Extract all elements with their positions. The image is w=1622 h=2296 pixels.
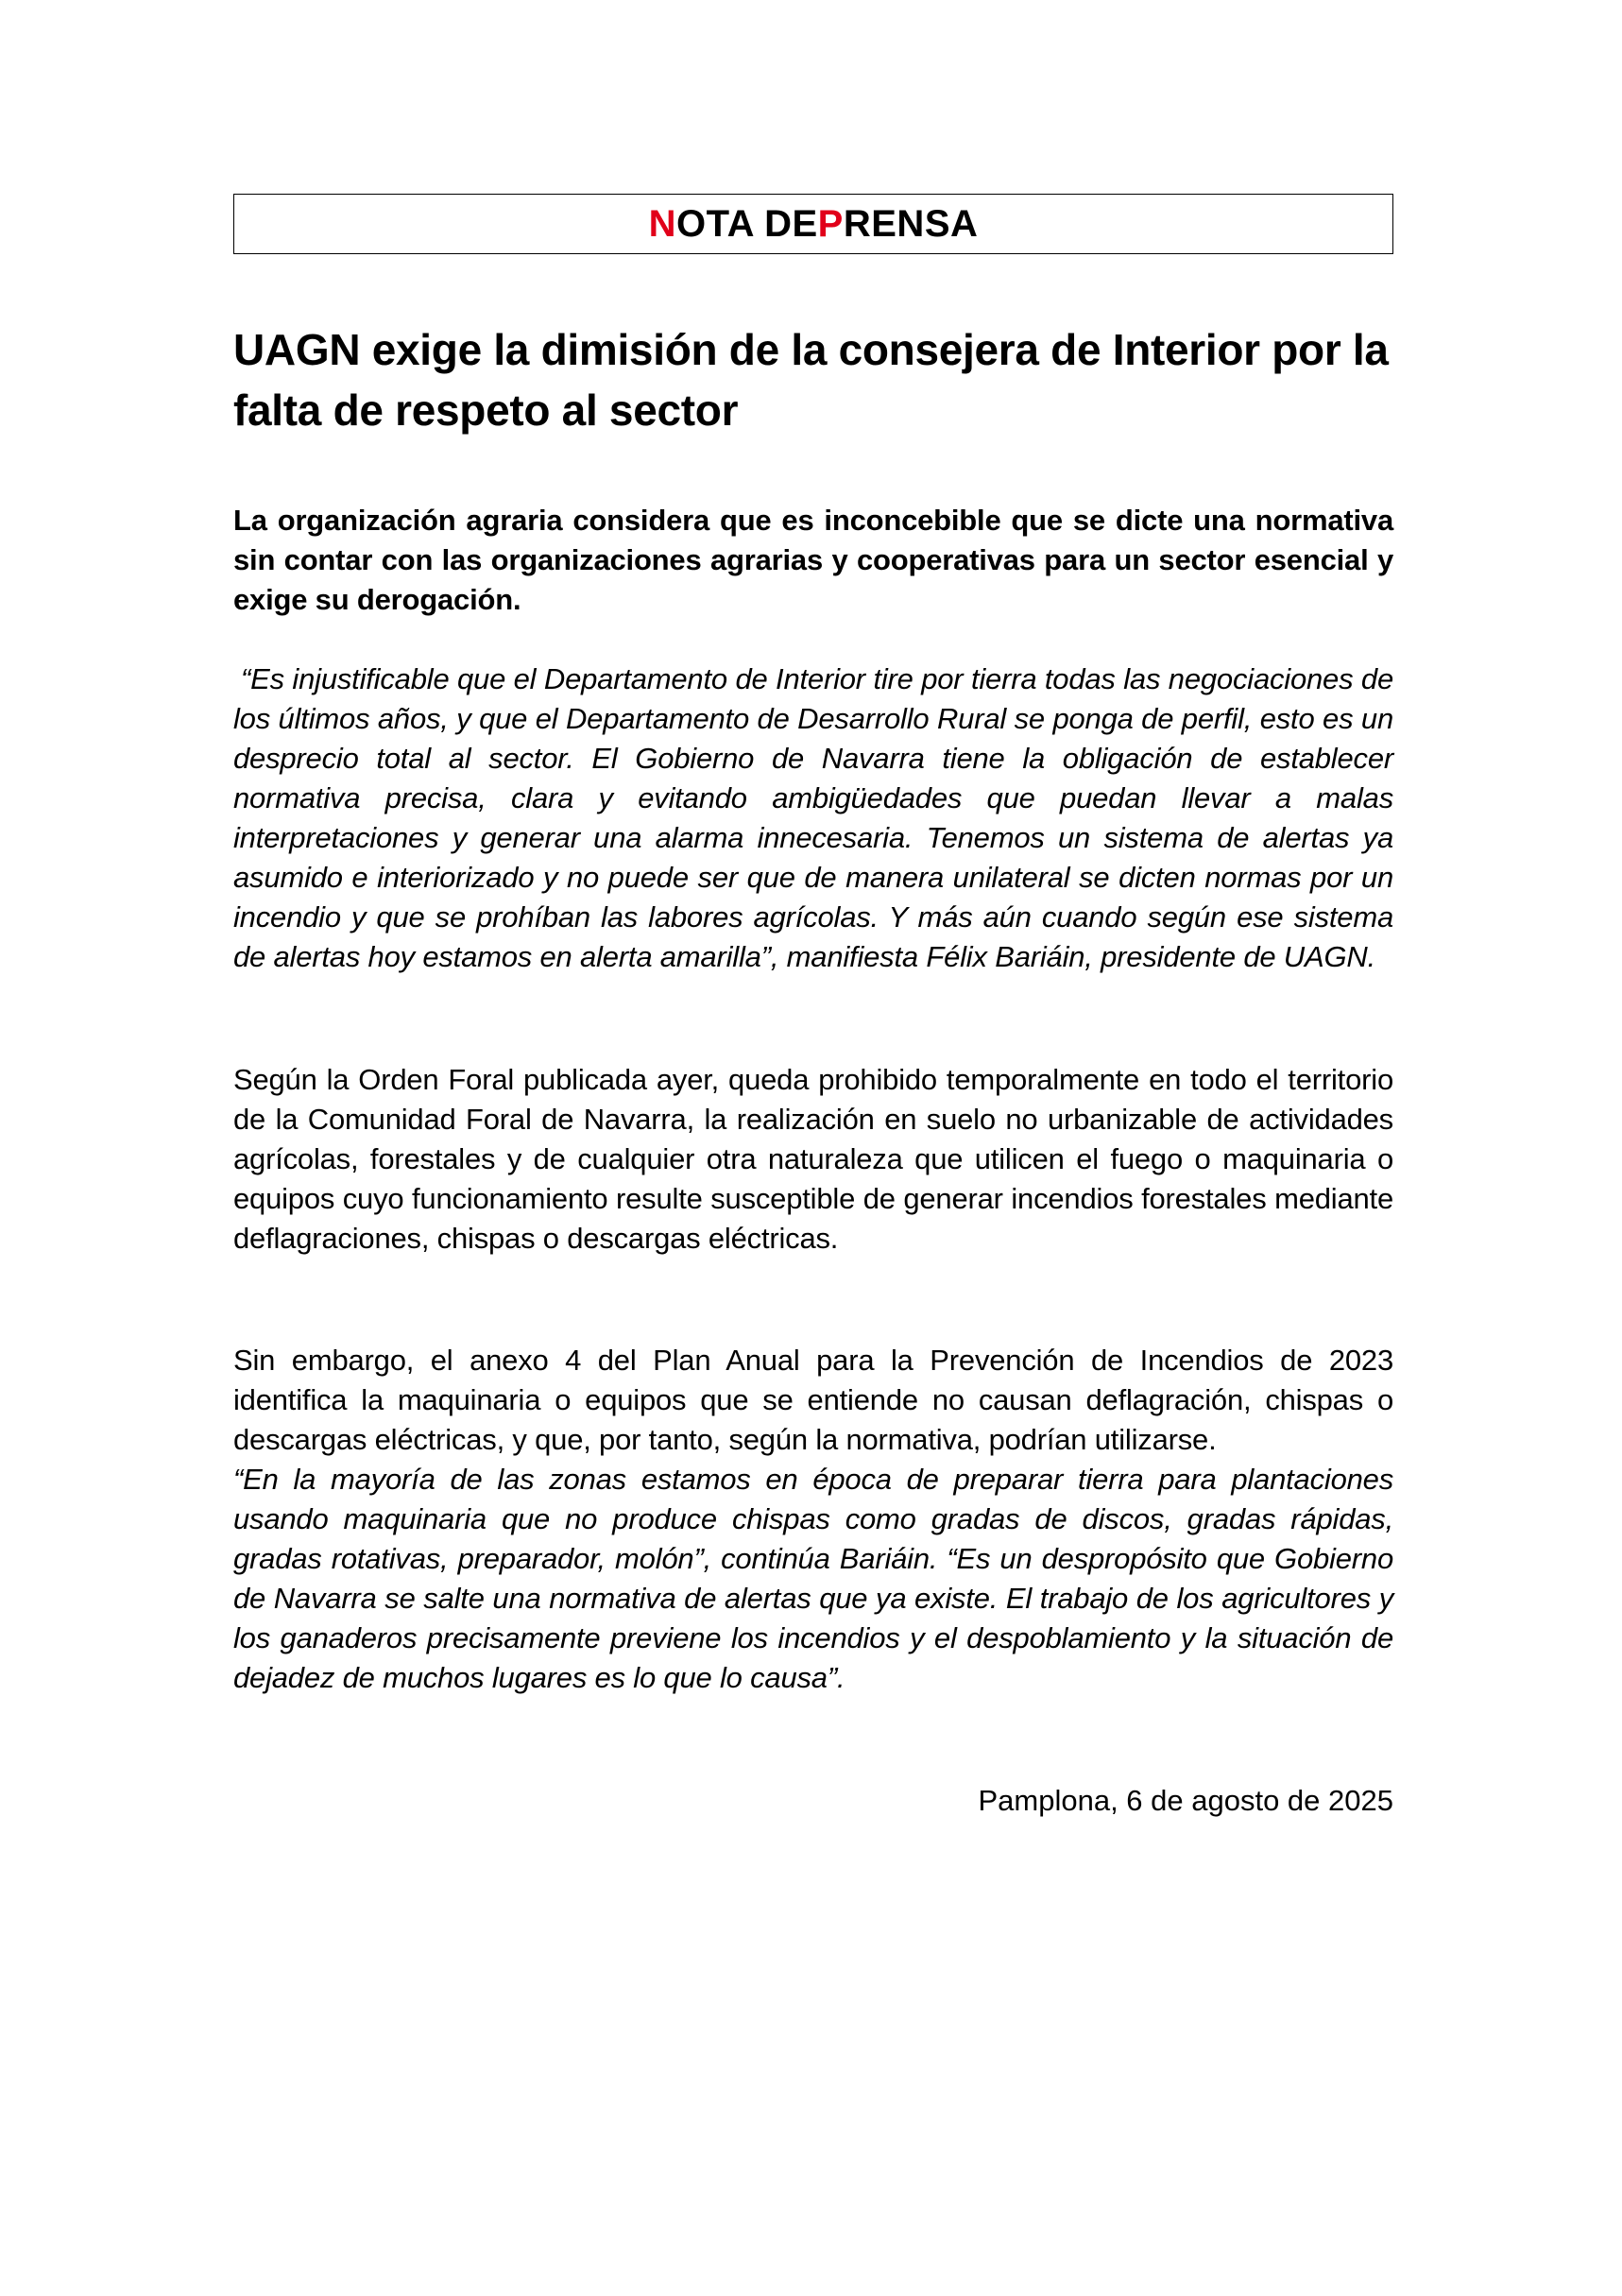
- quote-paragraph-2: “En la mayoría de las zonas estamos en época de preparar tierra para plantaciones usando maquinaria que no produce chispas como gradas de discos, gradas rápidas, gradas rotativas, preparador, molón”, continúa Bariáin. “Es un despropósito que Gobierno de Navarra se salte una normativa de alertas que ya existe. El trabajo de los agricultores y los ganaderos precisamente previene los incendios y el despoblamiento y la situación de dejadez de muchos lugares es lo que lo causa”.: [233, 1463, 1393, 1694]
- header-accent-letter-p: P: [817, 202, 844, 245]
- body-paragraph-2: Sin embargo, el anexo 4 del Plan Anual para la Prevención de Incendios de 2023 identifica la maquinaria o equipos que se entiende no causan deflagración, chispas o descargas eléctricas, y que, por tanto, según la normativa, podrían utilizarse.: [233, 1344, 1393, 1456]
- lead-paragraph: La organización agraria considera que es inconcebible que se dicte una normativa sin contar con las organizaciones agrarias y cooperativas para un sector esencial y exige su derogación.: [233, 504, 1393, 616]
- quote-paragraph-1: “Es injustificable que el Departamento de Interior tire por tierra todas las negociaciones de los últimos años, y que el Departamento de Desarrollo Rural se ponga de perfil, esto es un desprecio total al sector. El Gobierno de Navarra tiene la obligación de establecer normativa precisa, clara y evitando ambigüedades que puedan llevar a malas interpretaciones y generar una alarma innecesaria. Tenemos un sistema de alertas ya asumido e interiorizado y no puede ser que de manera unilateral se dicten normas por un incendio y que se prohíban las labores agrícolas. Y más aún cuando según ese sistema de alertas hoy estamos en alerta amarilla”, manifiesta Félix Bariáin, presidente de UAGN.: [233, 662, 1393, 973]
- dateline: Pamplona, 6 de agosto de 2025: [978, 1784, 1393, 1817]
- header-text-part2: RENSA: [843, 202, 979, 245]
- headline: UAGN exige la dimisión de la consejera de Interior por la falta de respeto al sector: [233, 325, 1389, 435]
- body-paragraph-1: Según la Orden Foral publicada ayer, queda prohibido temporalmente en todo el territorio de la Comunidad Foral de Navarra, la realización en suelo no urbanizable de actividades agrícolas, forestales y de cualquier otra naturaleza que utilicen el fuego o maquinaria o equipos cuyo funcionamiento resulte susceptible de generar incendios forestales mediante deflagraciones, chispas o descargas eléctricas.: [233, 1063, 1393, 1255]
- header-text-part1: OTA DE: [676, 202, 818, 245]
- header-accent-letter-n: N: [648, 202, 676, 245]
- press-release-header: [233, 194, 1393, 254]
